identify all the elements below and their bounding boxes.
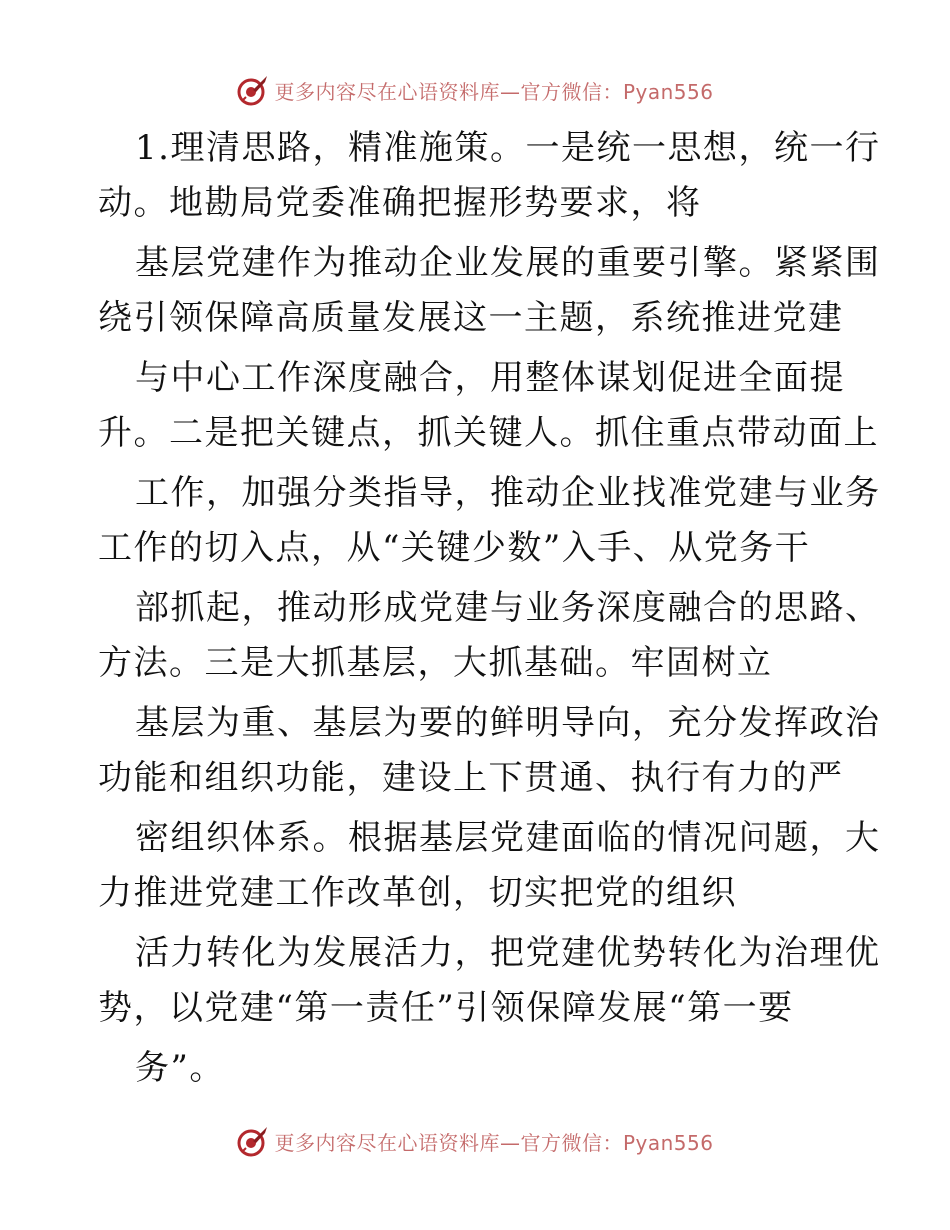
quill-pen-icon [236,73,270,107]
text-line: 升。二是把关键点，抓关键人。抓住重点带动面上 [98,413,879,453]
text-line: 工作，加强分类指导，推动企业找准党建与业务 [135,473,881,513]
text-line: 功能和组织功能，建设上下贯通、执行有力的严 [98,758,844,798]
text-line: 与中心工作深度融合，用整体谋划促进全面提 [135,358,845,398]
text-line: 密组织体系。根据基层党建面临的情况问题，大 [135,818,881,858]
text-line: 绕引领保障高质量发展这一主题，系统推进党建 [98,298,844,338]
text-line: 部抓起，推动形成党建与业务深度融合的思路、 [135,588,881,628]
text-line: 务”。 [135,1048,225,1088]
text-line: 力推进党建工作改革创，切实把党的组织 [98,873,737,913]
footer-banner-text: 更多内容尽在心语资料库—官方微信：Pyan556 [274,1130,714,1155]
text-line: 动。地勘局党委准确把握形势要求，将 [98,183,702,223]
header-banner-text: 更多内容尽在心语资料库—官方微信：Pyan556 [274,79,714,104]
header-banner [0,70,950,110]
text-line: 活力转化为发展活力，把党建优势转化为治理优 [135,933,881,973]
quill-pen-icon [236,1124,270,1158]
text-line: 势，以党建“第一责任”引领保障发展“第一要 [98,988,794,1028]
text-line: 1.理清思路，精准施策。一是统一思想，统一行 [135,128,881,168]
text-line: 基层为重、基层为要的鲜明导向，充分发挥政治 [135,703,881,743]
text-line: 工作的切入点，从“关键少数”入手、从党务干 [98,528,811,568]
footer-banner [0,1121,950,1161]
text-line: 方法。三是大抓基层，大抓基础。牢固树立 [98,643,773,683]
text-line: 基层党建作为推动企业发展的重要引擎。紧紧围 [135,243,881,283]
